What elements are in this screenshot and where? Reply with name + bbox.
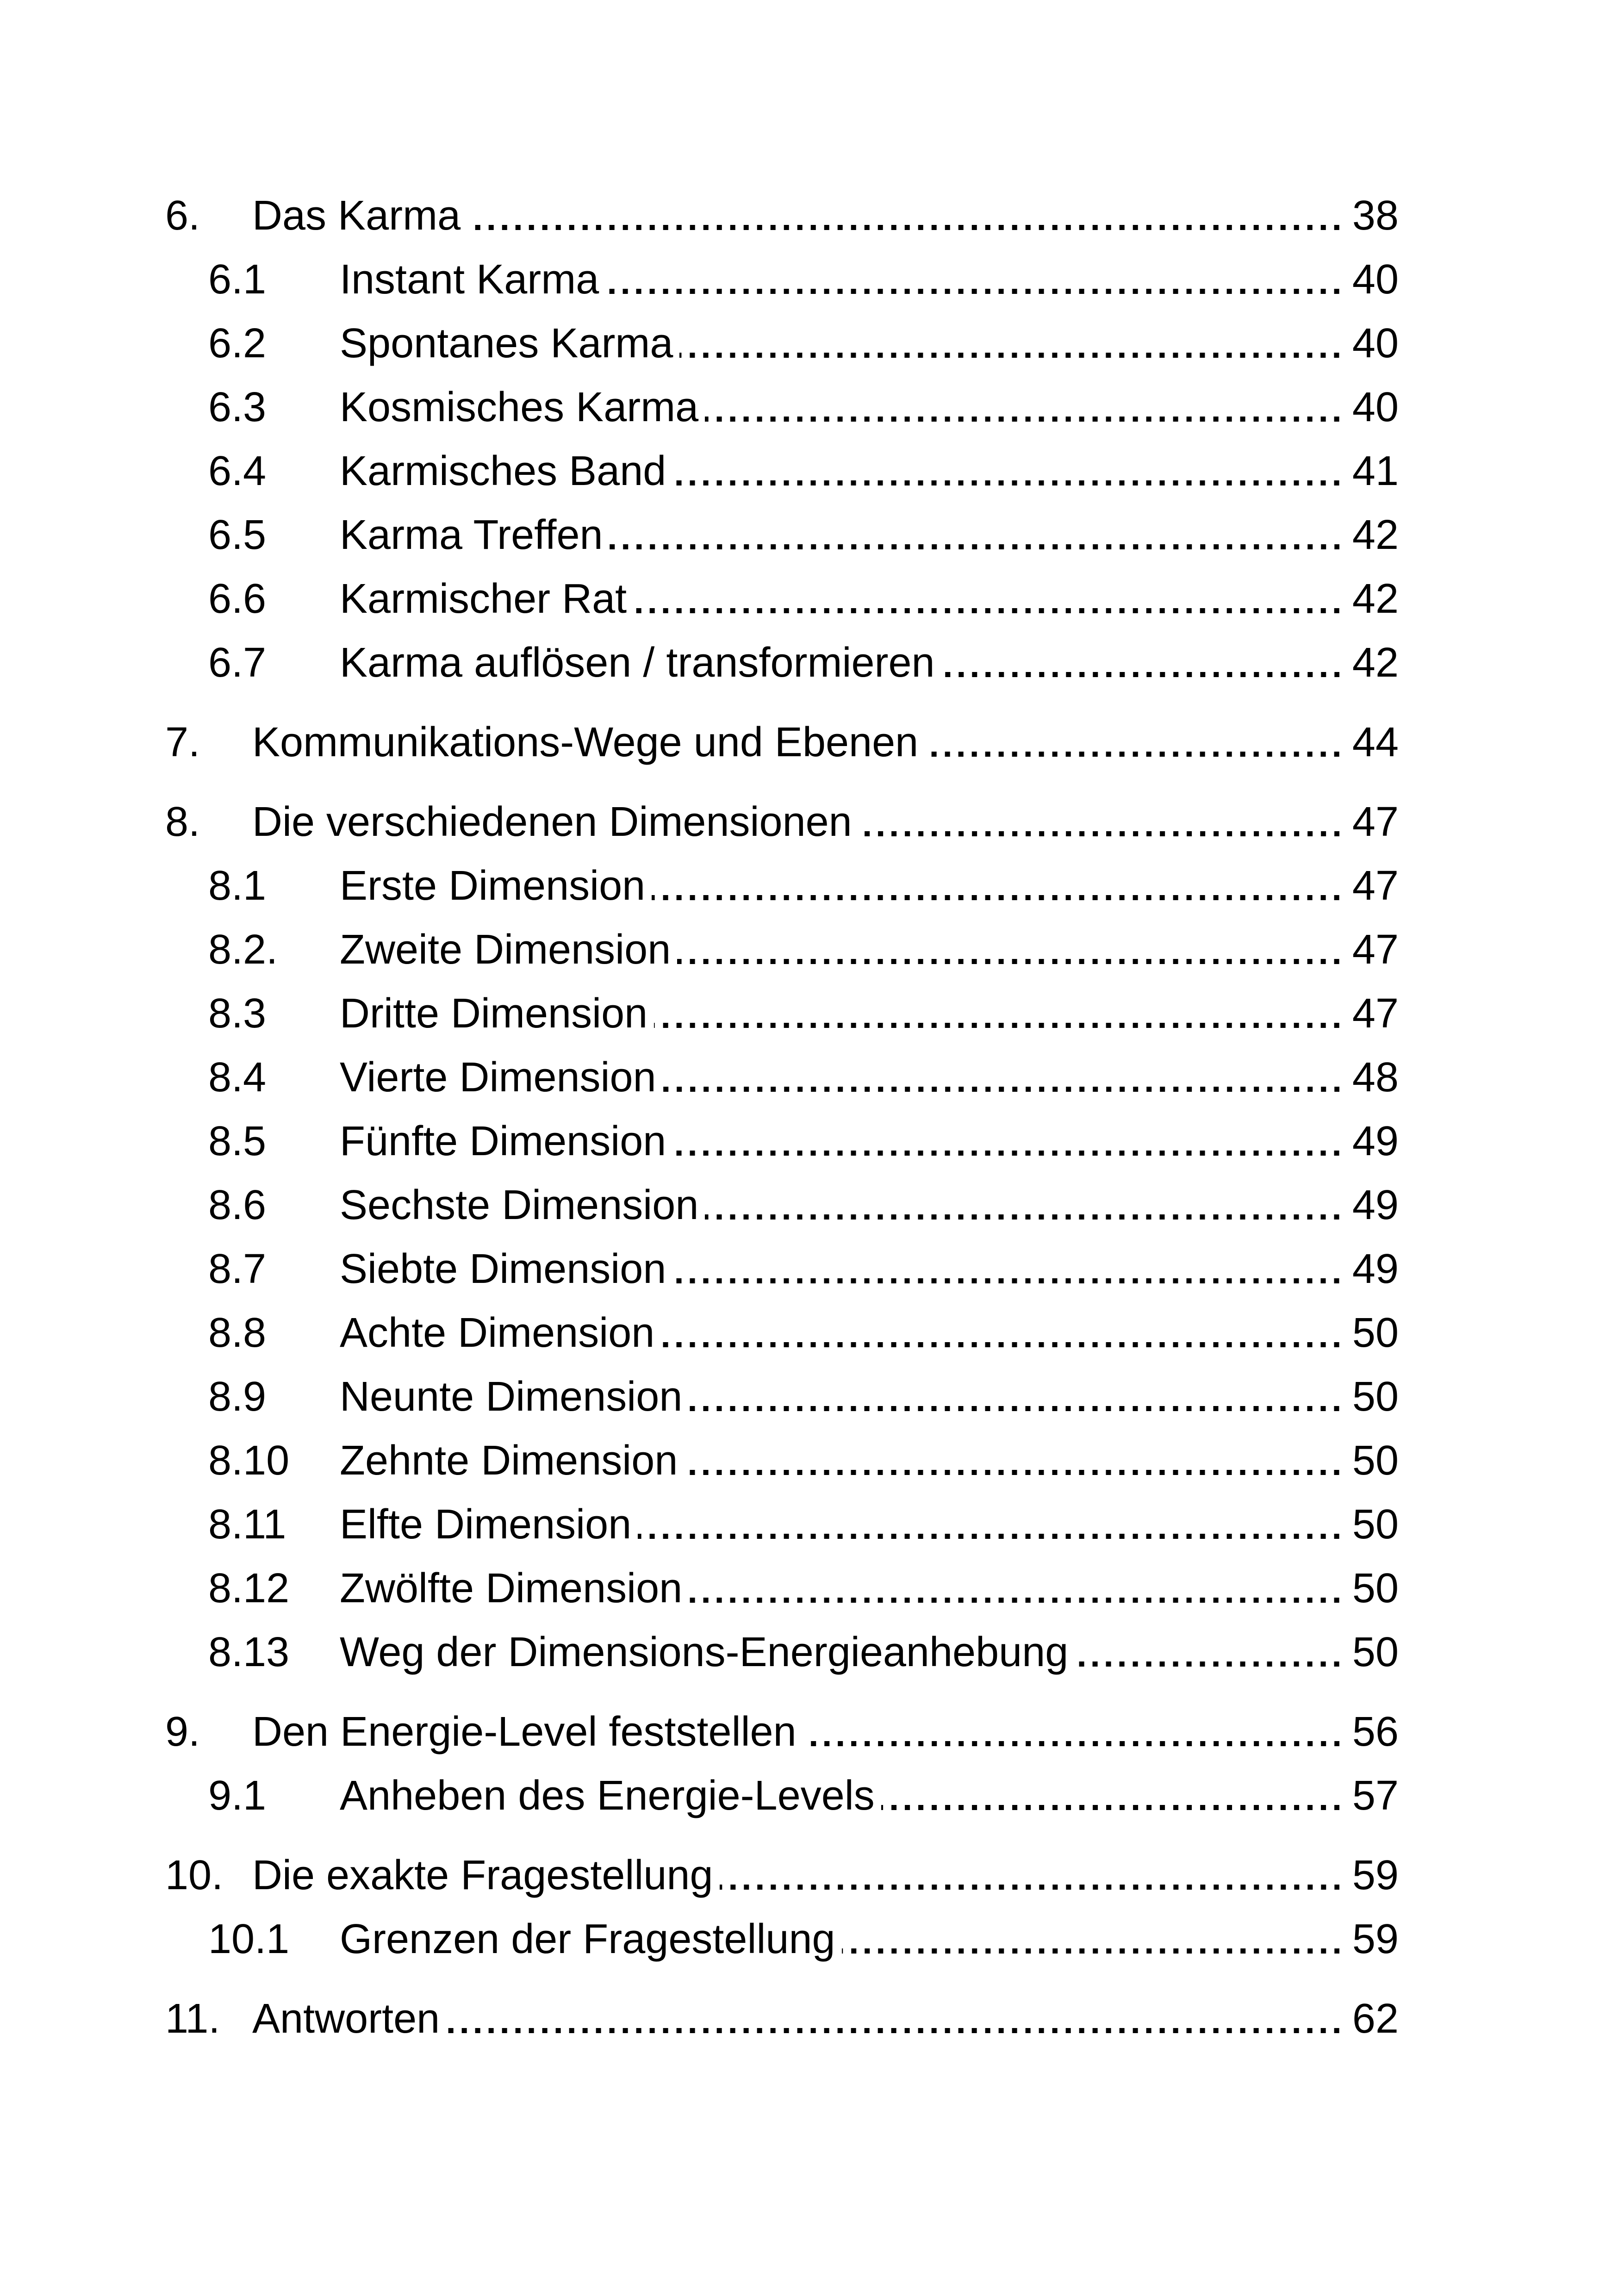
toc-entry-page: 50 [1352,1629,1399,1675]
toc-entry-page: 50 [1352,1565,1399,1612]
toc-entry-page: 50 [1352,1374,1399,1420]
dot-leader [645,854,1352,918]
dot-leader [682,1365,1352,1429]
toc-entry [165,1237,1399,1301]
dot-leader [1068,1620,1352,1684]
toc-entry-number: 8.9 [208,1374,267,1420]
toc-entry-page: 47 [1352,990,1399,1037]
toc-entry-page: 47 [1352,927,1399,973]
toc-entry-title: Elfte Dimension [340,1501,632,1548]
toc-entry [165,1764,1399,1828]
toc-entry [165,1700,1399,1764]
toc-entry [165,1045,1399,1109]
dot-leader [666,439,1352,503]
toc-entry [165,1907,1399,1971]
toc-entry-number: 6.3 [208,384,267,430]
toc-entry-page: 47 [1352,799,1399,845]
toc-entry-page: 50 [1352,1437,1399,1484]
toc-entry [165,1429,1399,1493]
toc-entry-title: Erste Dimension [340,863,646,909]
toc-entry-page: 59 [1352,1852,1399,1898]
toc-entry-page: 49 [1352,1182,1399,1228]
toc-entry-page: 40 [1352,384,1399,430]
toc-entry-title: Vierte Dimension [340,1054,656,1101]
toc-entry-page: 44 [1352,719,1399,765]
toc-entry [165,1173,1399,1237]
toc-entry-title: Zwölfte Dimension [340,1565,683,1612]
toc-entry-number: 9.1 [208,1773,267,1819]
toc-entry-title: Neunte Dimension [340,1374,683,1420]
toc-entry-number: 8.3 [208,990,267,1037]
dot-leader [698,375,1352,439]
toc-entry-number: 8.2. [208,927,278,973]
toc-entry [165,311,1399,375]
toc-entry [165,567,1399,631]
toc-entry-number: 6. [165,193,200,239]
toc-entry-number: 6.7 [208,640,267,686]
toc-entry [165,184,1399,248]
dot-leader [835,1907,1352,1971]
toc-entry-title: Siebte Dimension [340,1246,666,1292]
toc-entry [165,982,1399,1045]
toc-entry-number: 8.8 [208,1310,267,1356]
toc-entry-page: 42 [1352,640,1399,686]
toc-entry [165,439,1399,503]
toc-entry-page: 48 [1352,1054,1399,1101]
toc-entry-number: 8.11 [208,1501,286,1548]
dot-leader [918,710,1352,774]
dot-leader [656,1045,1352,1109]
dot-leader [603,503,1352,567]
dot-leader [682,1556,1352,1620]
toc-entry-number: 6.2 [208,320,267,367]
toc-entry [165,248,1399,311]
toc-entry-title: Sechste Dimension [340,1182,699,1228]
toc-entry-number: 8. [165,799,200,845]
toc-entry-number: 8.5 [208,1118,267,1164]
toc-entry-number: 8.6 [208,1182,267,1228]
toc-entry-number: 8.4 [208,1054,267,1101]
dot-leader [875,1764,1352,1828]
dot-leader [461,184,1352,248]
toc-entry-number: 7. [165,719,200,765]
toc-entry-page: 41 [1352,448,1399,494]
toc-entry [165,854,1399,918]
toc-entry-page: 40 [1352,256,1399,303]
dot-leader [678,1429,1352,1493]
toc-entry [165,1620,1399,1684]
toc-entry-number: 6.1 [208,256,267,303]
toc-entry [165,375,1399,439]
toc-entry [165,710,1399,774]
toc-entry-number: 9. [165,1709,200,1755]
toc-entry-number: 6.5 [208,512,267,558]
toc-entry-page: 57 [1352,1773,1399,1819]
toc-entry-number: 11. [165,1996,220,2042]
dot-leader [599,248,1352,311]
toc-entry-page: 40 [1352,320,1399,367]
toc-entry [165,1301,1399,1365]
toc-entry-title: Die verschiedenen Dimensionen [252,799,852,845]
toc-entry [165,1843,1399,1907]
toc-entry-title: Den Energie-Level feststellen [252,1709,797,1755]
toc-entry-title: Die exakte Fragestellung [252,1852,713,1898]
toc-entry [165,1987,1399,2051]
toc-entry-page: 62 [1352,1996,1399,2042]
dot-leader [852,790,1352,854]
toc-entry [165,631,1399,695]
dot-leader [627,567,1352,631]
toc-entry-number: 6.6 [208,576,267,622]
toc-entry-page: 47 [1352,863,1399,909]
toc-entry-title: Weg der Dimensions-Energieanhebung [340,1629,1069,1675]
toc-entry [165,503,1399,567]
toc-entry-title: Karmischer Rat [340,576,627,622]
toc-entry-title: Dritte Dimension [340,990,648,1037]
toc-entry-title: Spontanes Karma [340,320,673,367]
toc-entry-page: 42 [1352,512,1399,558]
dot-leader [673,311,1352,375]
toc-entry-title: Zehnte Dimension [340,1437,678,1484]
toc-entry [165,790,1399,854]
toc-entry-page: 38 [1352,193,1399,239]
dot-leader [666,1109,1352,1173]
toc-entry-title: Grenzen der Fragestellung [340,1916,835,1962]
toc-entry-number: 8.10 [208,1437,290,1484]
toc-entry-number: 8.1 [208,863,267,909]
dot-leader [440,1987,1352,2051]
toc-entry-title: Das Karma [252,193,461,239]
table-of-contents [165,184,1399,2051]
toc-entry-title: Instant Karma [340,256,599,303]
toc-entry [165,1365,1399,1429]
dot-leader [631,1493,1352,1556]
dot-leader [671,918,1352,982]
toc-entry-page: 59 [1352,1916,1399,1962]
toc-entry-title: Antworten [252,1996,440,2042]
dot-leader [654,1301,1352,1365]
toc-entry-page: 42 [1352,576,1399,622]
toc-entry-number: 10. [165,1852,224,1898]
dot-leader [666,1237,1352,1301]
toc-entry-number: 8.12 [208,1565,290,1612]
toc-entry-page: 50 [1352,1501,1399,1548]
toc-entry-title: Achte Dimension [340,1310,655,1356]
toc-entry-title: Karma Treffen [340,512,603,558]
toc-entry-page: 49 [1352,1118,1399,1164]
toc-entry [165,1556,1399,1620]
dot-leader [935,631,1352,695]
dot-leader [698,1173,1352,1237]
toc-entry-page: 50 [1352,1310,1399,1356]
toc-entry-title: Karma auflösen / transformieren [340,640,935,686]
toc-entry-title: Kosmisches Karma [340,384,699,430]
toc-entry [165,918,1399,982]
toc-entry-number: 10.1 [208,1916,290,1962]
toc-entry [165,1493,1399,1556]
toc-entry-page: 49 [1352,1246,1399,1292]
dot-leader [647,982,1352,1045]
toc-entry-title: Zweite Dimension [340,927,671,973]
toc-entry-number: 8.7 [208,1246,267,1292]
toc-entry-title: Anheben des Energie-Levels [340,1773,875,1819]
toc-entry-title: Fünfte Dimension [340,1118,666,1164]
dot-leader [797,1700,1352,1764]
toc-entry-number: 8.13 [208,1629,290,1675]
toc-entry-number: 6.4 [208,448,267,494]
toc-entry-title: Kommunikations-Wege und Ebenen [252,719,919,765]
toc-entry-title: Karmisches Band [340,448,666,494]
dot-leader [713,1843,1352,1907]
toc-entry [165,1109,1399,1173]
toc-entry-page: 56 [1352,1709,1399,1755]
